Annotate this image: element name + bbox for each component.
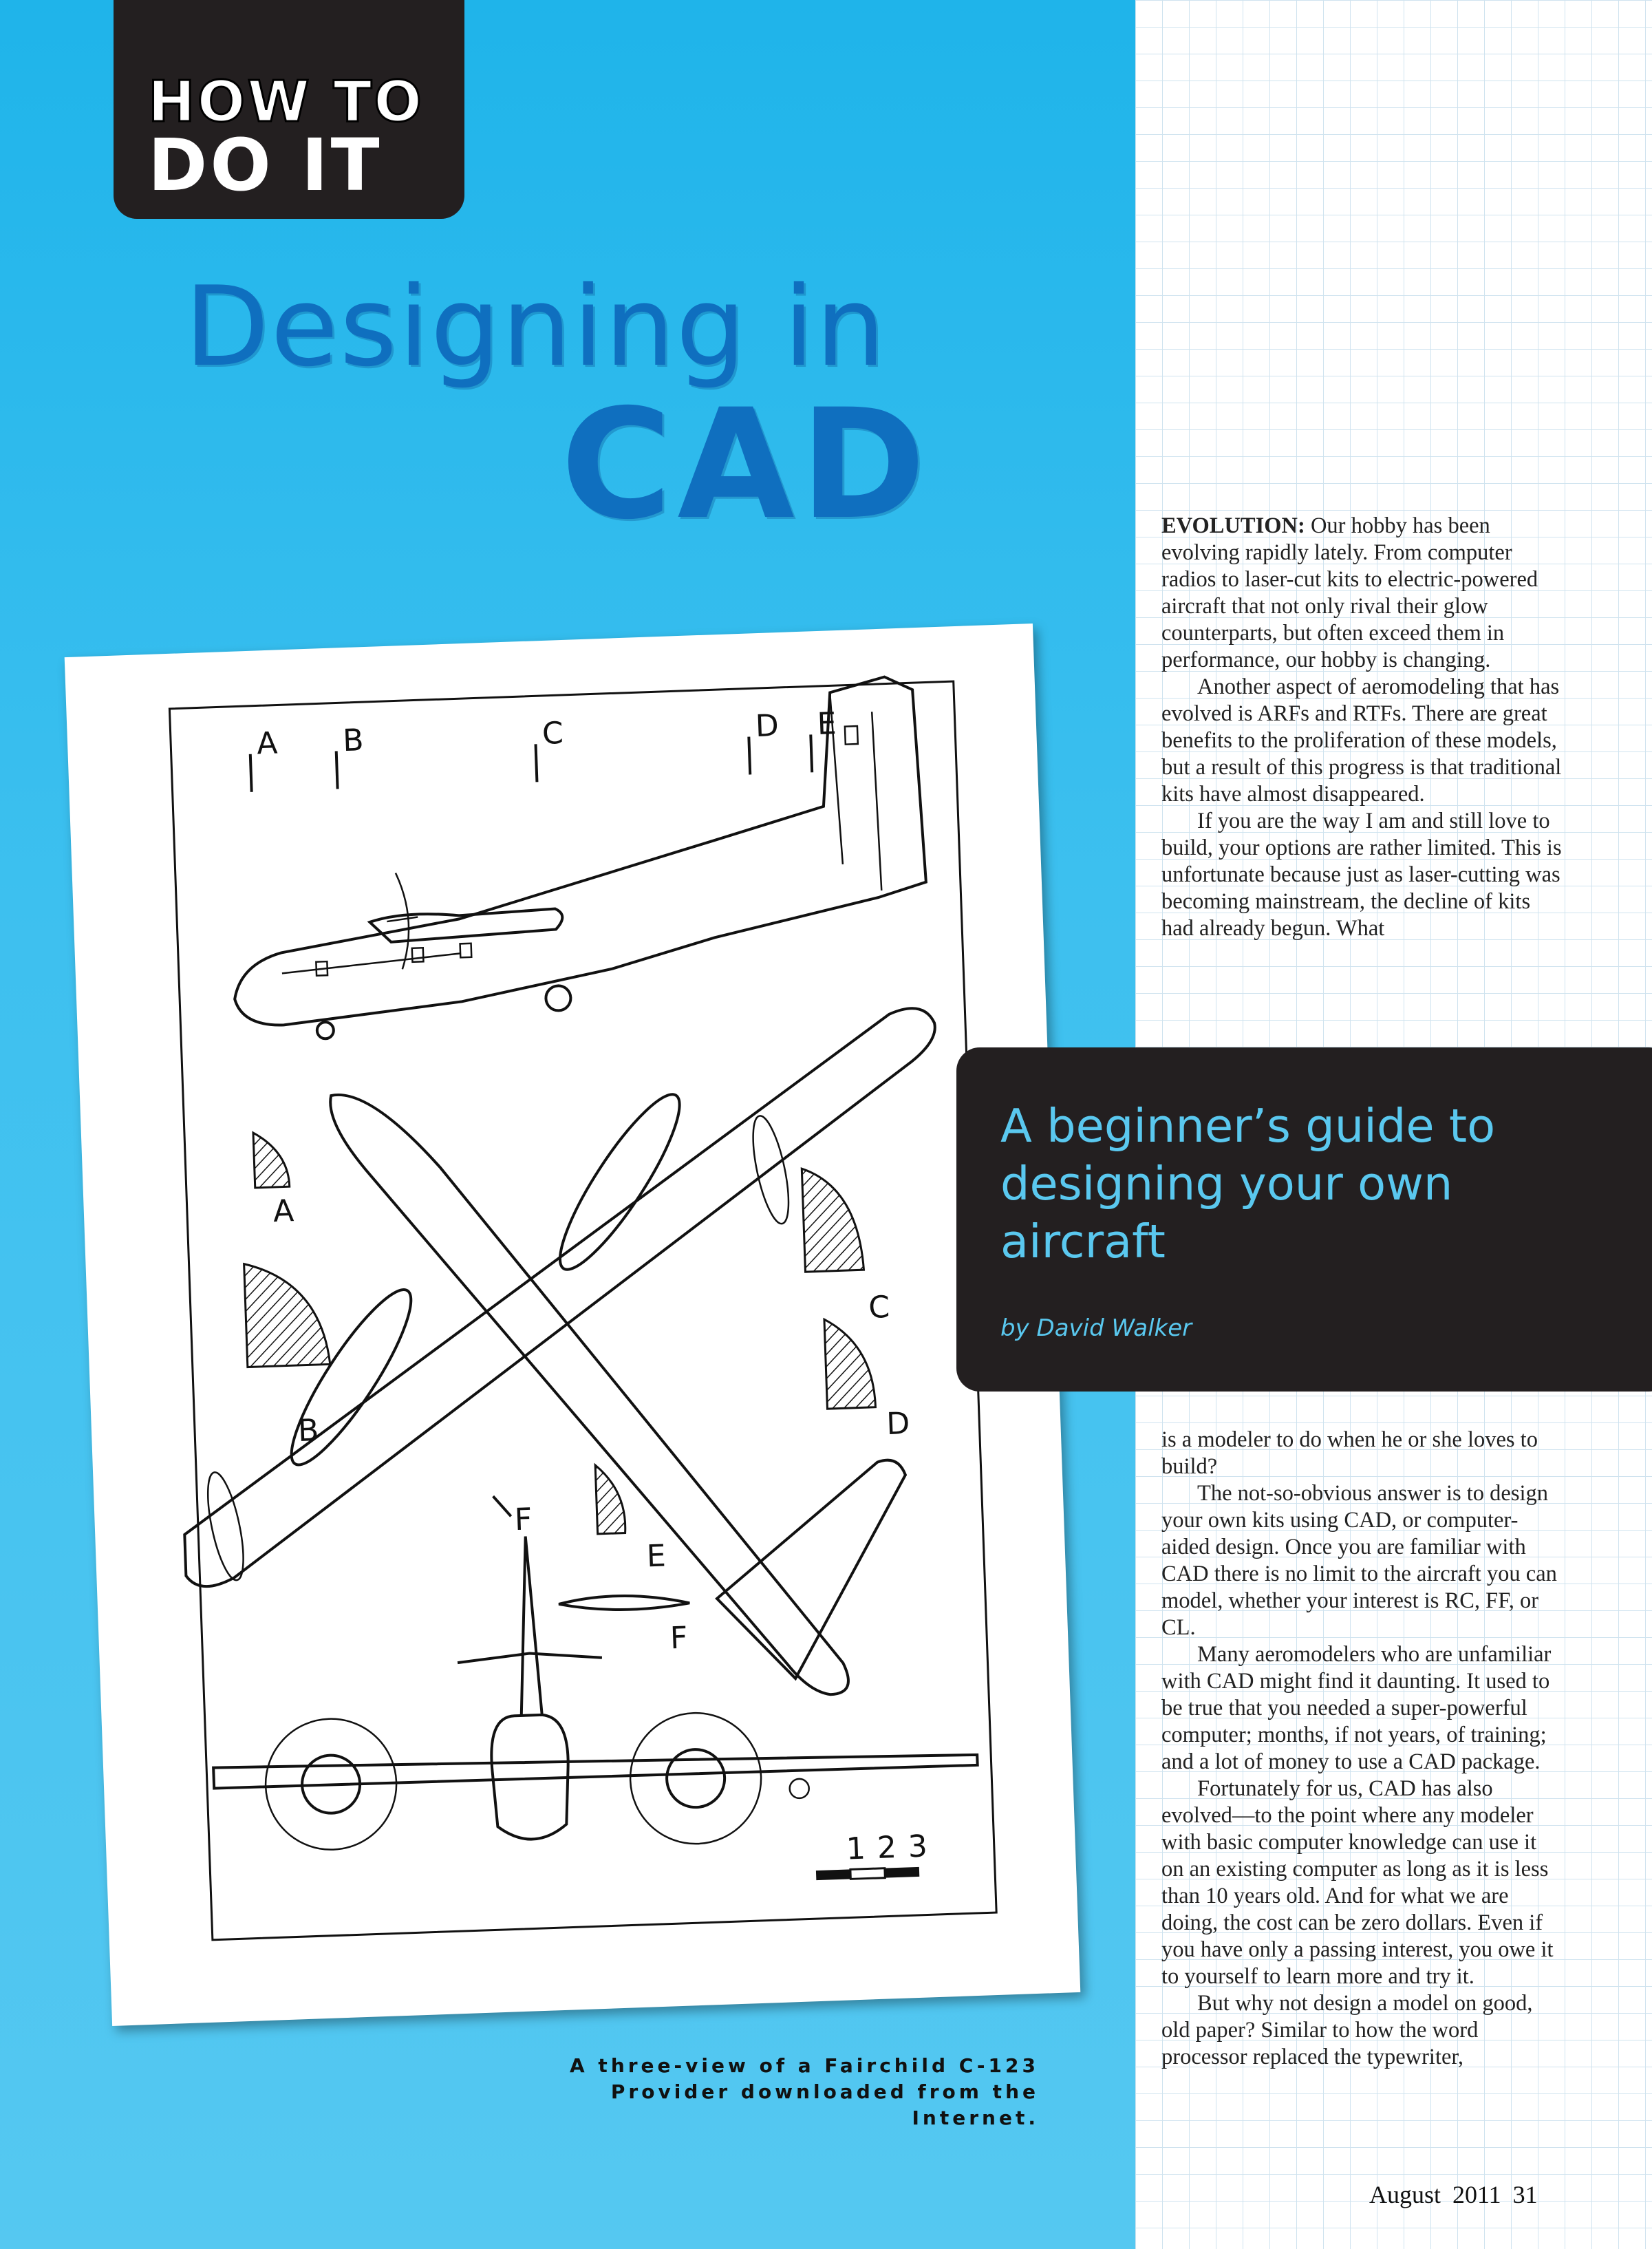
scale-label-1: 1 <box>845 1831 866 1867</box>
paragraph-1-text: Our hobby has been evolving rapidly lately. From computer radios to laser-cut kits to electric-powered aircraft that not only rival their glow counterparts, but often exceed them in performance, our hobby is changing. <box>1161 513 1538 672</box>
section-label-f-marker: F <box>513 1502 533 1538</box>
section-label-a: A <box>272 1193 294 1230</box>
section-label-b: B <box>297 1412 320 1449</box>
paragraph-7: But why not design a model on good, old paper? Similar to how the word processor replaced the typewriter, <box>1161 1991 1533 2069</box>
pullquote-text: A beginner’s guide to designing your own aircraft <box>1000 1099 1496 1268</box>
paragraph-3b: is a modeler to do when he or she loves to build? <box>1161 1427 1538 1479</box>
section-marker-c-tick <box>536 744 537 782</box>
scale-label-3: 3 <box>907 1829 928 1865</box>
section-markers-top <box>249 706 838 792</box>
title-line-1: Designing in <box>184 262 887 391</box>
section-marker-b: B <box>342 723 365 759</box>
figure-caption: A three-view of a Fairchild C-123 Provider downloaded from the Internet. <box>570 2054 1039 2129</box>
section-label-c: C <box>868 1289 891 1325</box>
section-marker-e: E <box>816 706 837 743</box>
scale-bar-segment-2 <box>850 1868 885 1879</box>
badge-line-2: DO IT <box>148 123 383 207</box>
scale-bar-segment-1 <box>816 1869 850 1880</box>
scale-label-2: 2 <box>876 1830 897 1866</box>
section-marker-a: A <box>256 725 279 762</box>
paragraph-4: The not-so-obvious answer is to design your own kits using CAD, or computer-aided design. Once you are familiar with CAD there is no limit to the aircraft you can model, whether your interest is RC, FF, or CL. <box>1161 1481 1557 1640</box>
paragraph-1 <box>1161 513 1564 674</box>
paragraph-3a: If you are the way I am and still love to build, your options are rather limited. This is unfortunate because just as laser-cutting was becoming mainstream, the decline of kits had already begun. What <box>1161 809 1562 941</box>
scale-bar <box>815 1829 928 1880</box>
page-folio: August 2011 31 <box>1369 2181 1538 2208</box>
section-marker-d: D <box>754 708 780 745</box>
section-marker-a-tick <box>250 754 252 792</box>
section-label-d: D <box>886 1405 911 1442</box>
aircraft-three-view-illustration <box>65 623 1081 2026</box>
byline: by David Walker <box>1000 1314 1192 1342</box>
section-label-e: E <box>645 1538 667 1575</box>
badge-line-1: HOW TO <box>148 70 424 135</box>
cross-sections <box>239 1110 918 1670</box>
front-view-aircraft <box>206 1521 980 1860</box>
section-marker-d-tick <box>749 737 750 775</box>
title-line-2: CAD <box>561 376 932 553</box>
section-label-f: F <box>669 1620 689 1656</box>
section-marker-c: C <box>541 715 564 752</box>
how-to-badge <box>114 0 464 219</box>
three-view-drawing <box>65 623 1081 2026</box>
paragraph-2: Another aspect of aeromodeling that has evolved is ARFs and RTFs. There are great benefits to the proliferation of these models, but a result of this progress is that traditional kits have almost disappeared. <box>1161 674 1562 807</box>
paragraph-6: Fortunately for us, CAD has also evolved—to the point where any modeler with basic computer knowledge can use it on an existing computer as long as it is less than 10 years old. And for what we are doing, the cost can be zero dollars. Even if you have only a passing interest, you owe it to yourself to learn more and try it. <box>1161 1776 1554 1989</box>
article-body-bottom <box>1161 1427 1564 2071</box>
scale-bar-segment-3 <box>885 1867 919 1878</box>
section-marker-b-tick <box>336 751 338 789</box>
section-marker-f-tick <box>493 1495 511 1517</box>
section-marker-e-tick <box>811 734 812 772</box>
pullquote-box <box>956 1047 1652 1392</box>
paragraph-5: Many aeromodelers who are unfamiliar with CAD might find it daunting. It used to be true that you needed a super-powerful computer; months, if not years, of training; and a lot of money to use a CAD package. <box>1161 1642 1552 1774</box>
article-body-top <box>1161 513 1564 942</box>
lead-in: EVOLUTION: <box>1161 513 1305 538</box>
